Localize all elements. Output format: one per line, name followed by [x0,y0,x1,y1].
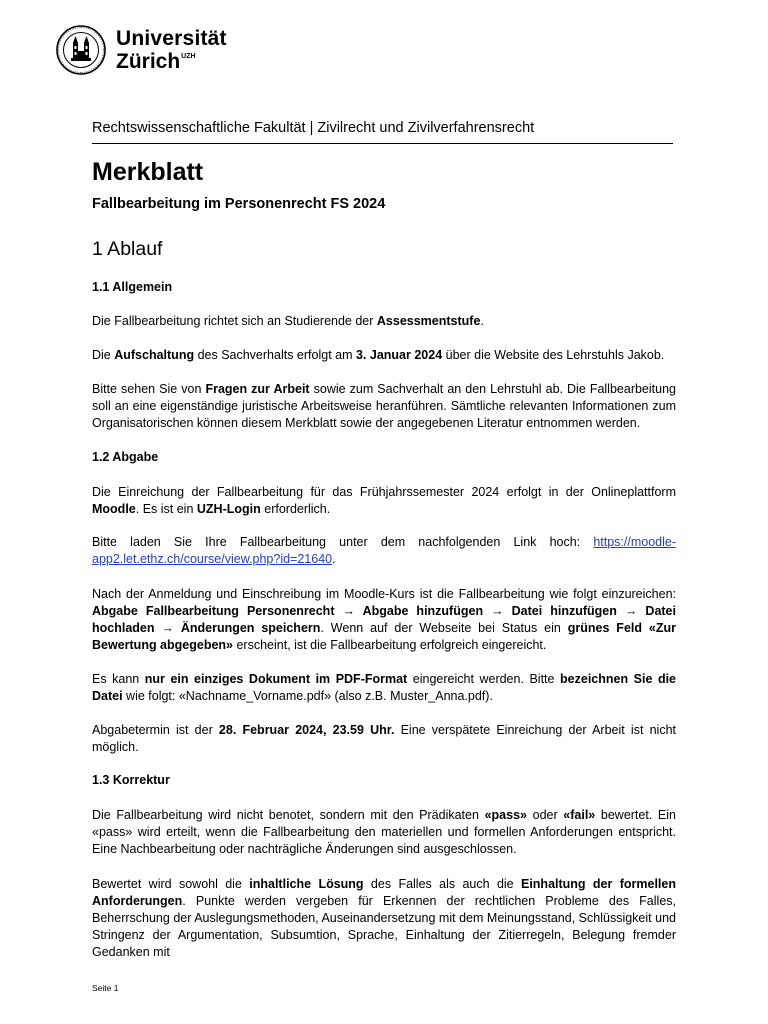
paragraph-1-2-c: Nach der Anmeldung und Einschreibung im Moodle-Kurs ist die Fallbearbeitung wie folgt einzureichen: Abgabe Fallbearbeitung Personenrecht → Abgabe hinzufügen → Datei hinzufügen → Datei hochladen → Änderungen speichern. Wenn auf der Webseite bei Status ein grünes Feld «Zur Bewertung abgegeben» erscheint, ist die Fallbearbeitung erfolgreich eingereicht. [92,587,676,652]
paragraph-1-1-c: Bitte sehen Sie von Fragen zur Arbeit sowie zum Sachverhalt an den Lehrstuhl ab. Die Fallbearbeitung soll an eine eigenständige juristische Arbeitsweise heranführen. Sämtliche relevanten Informationen zum Organisatorischen können diesem Merkblatt sowie der angegebenen Literatur entnommen werden. [92,382,676,430]
paragraph-1-3-a: Die Fallbearbeitung wird nicht benotet, sondern mit den Prädikaten «pass» oder «fail» bewertet. Ein «pass» wird erteilt, wenn die Fallbearbeitung den materiellen und formellen Anforderungen entspricht. Eine Nachbearbeitung oder nachträgliche Änderungen sind ausgeschlossen. [92,808,676,856]
paragraph-1-2-e: Abgabetermin ist der 28. Februar 2024, 23.59 Uhr. Eine verspätete Einreichung der Arbeit ist nicht möglich. [92,723,676,754]
section-heading-1: 1 Ablauf [92,238,163,260]
paragraph-1-1-a: Die Fallbearbeitung richtet sich an Studierende der Assessmentstufe. [92,314,484,328]
subsection-heading-1-2: 1.2 Abgabe [92,450,159,464]
page-number: Seite 1 [92,983,119,993]
paragraph-1-2-d: Es kann nur ein einziges Dokument im PDF-Format eingereicht werden. Bitte bezeichnen Sie die Datei wie folgt: «Nachname_Vorname.pdf» (also z.B. Muster_Anna.pdf). [92,672,677,703]
university-abbrev: UZH [181,53,196,60]
paragraph-1-1-b: Die Aufschaltung des Sachverhalts erfolgt am 3. Januar 2024 über die Website des Lehrstuhls Jakob. [92,348,665,362]
header-divider [92,143,673,144]
paragraph-1-2-a: Die Einreichung der Fallbearbeitung für das Frühjahrssemester 2024 erfolgt in der Onlineplattform Moodle. Es ist ein UZH-Login erforderlich. [92,485,676,516]
paragraph-1-3-b: Bewertet wird sowohl die inhaltliche Lösung des Falles als auch die Einhaltung der formellen Anforderungen. Punkte werden vergeben für Erkennen der rechtlichen Probleme des Falles, Beherrschung der Auslegungsmethoden, Auseinandersetzung mit dem Meinungsstand, Schlüssigkeit und Stringenz der Argumentation, Subsumtion, Sprache, Einhaltung der Zitierregeln, Belegung fremder Gedanken mit [92,877,676,959]
moodle-link[interactable]: https://moodle-app2.let.ethz.ch/course/view.php?id=21640 [92,535,676,566]
university-name-line1: Universität [116,27,227,50]
faculty-line: Rechtswissenschaftliche Fakultät | Zivilrecht und Zivilverfahrensrecht [92,120,535,136]
subsection-heading-1-1: 1.1 Allgemein [92,280,173,294]
paragraph-1-2-b: Bitte laden Sie Ihre Fallbearbeitung unter dem nachfolgenden Link hoch: https://moodle-app2.let.ethz.ch/course/view.php?id=21640. [92,535,676,566]
university-seal-icon [56,25,106,75]
subsection-heading-1-3: 1.3 Korrektur [92,773,170,787]
document-subtitle: Fallbearbeitung im Personenrecht FS 2024 [92,196,386,212]
university-logo [56,24,227,76]
document-title: Merkblatt [92,158,204,186]
university-name-line2: Zürich$^{UZH}$ [116,50,196,73]
